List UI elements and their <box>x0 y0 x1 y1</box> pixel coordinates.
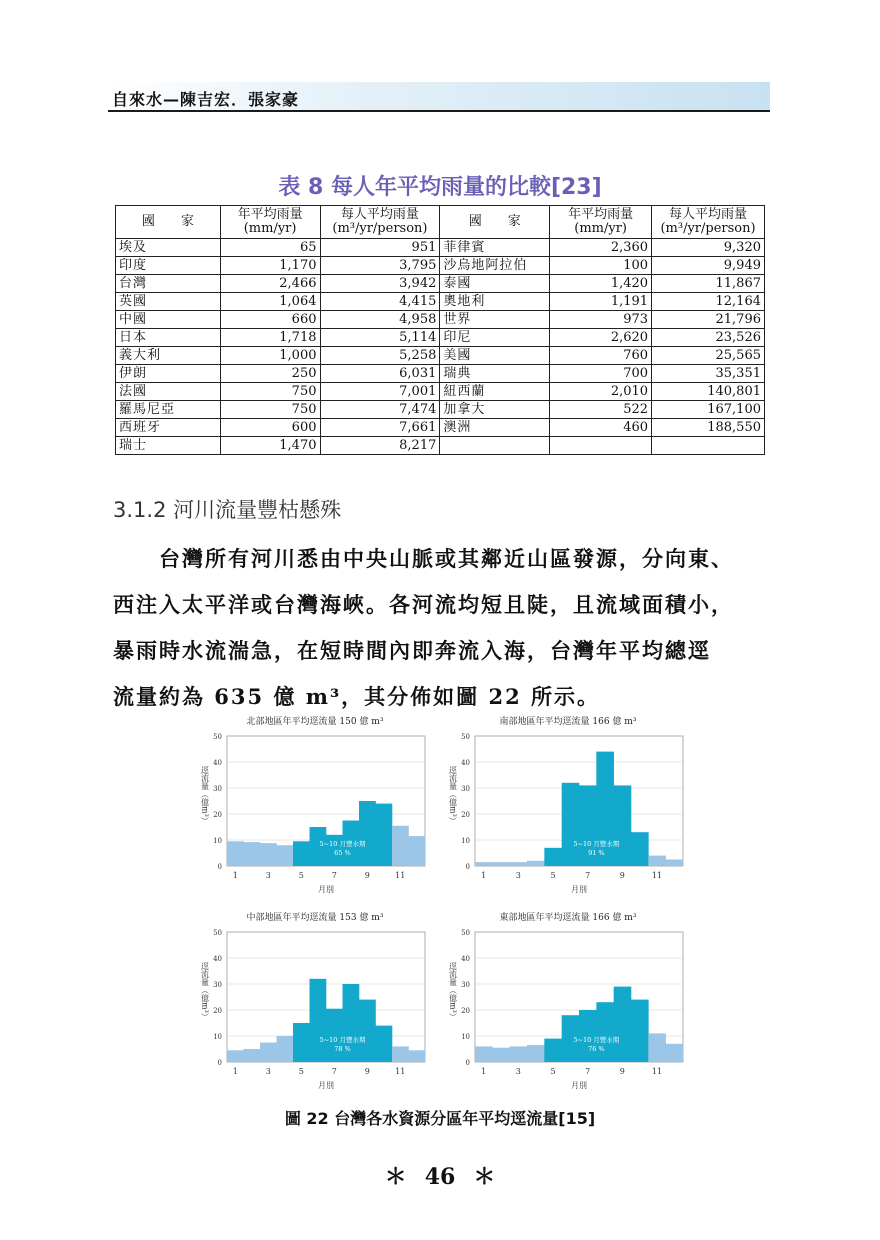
chart-south-svg <box>443 712 693 907</box>
bar-month-10 <box>376 1026 393 1062</box>
annotation-percent: 78 % <box>334 1045 351 1053</box>
table-header-cell: 年平均雨量 (mm/yr) <box>550 206 652 239</box>
y-tick-label: 10 <box>461 837 470 845</box>
table-cell: 美國 <box>440 347 550 365</box>
bar-month-9 <box>614 987 632 1062</box>
bar-month-11 <box>392 1046 409 1062</box>
table-cell: 菲律賓 <box>440 239 550 257</box>
table-cell: 伊朗 <box>116 365 221 383</box>
annotation-percent: 91 % <box>588 849 605 857</box>
bar-month-5 <box>544 1039 562 1062</box>
table-cell: 台灣 <box>116 275 221 293</box>
y-tick-label: 30 <box>213 785 222 793</box>
table-header-row <box>116 206 765 239</box>
table-cell: 4,958 <box>320 311 440 329</box>
x-tick-label: 11 <box>651 1067 663 1076</box>
table-cell: 泰國 <box>440 275 550 293</box>
bar-month-5 <box>293 841 310 866</box>
table-cell: 2,010 <box>550 383 652 401</box>
chart-north-svg <box>195 712 435 907</box>
x-tick-label: 11 <box>395 871 406 880</box>
table-row <box>116 311 765 329</box>
y-tick-label: 30 <box>461 785 470 793</box>
table-header-cell: 年平均雨量 (mm/yr) <box>220 206 320 239</box>
bar-month-11 <box>648 856 666 866</box>
table-header-cell: 每人平均雨量 (m³/yr/person) <box>320 206 440 239</box>
x-axis-label: 月別 <box>571 885 587 894</box>
page-number <box>0 1160 880 1191</box>
y-axis-label: 逕流量（億m³） <box>200 962 210 1021</box>
y-tick-label: 50 <box>213 929 222 937</box>
table-cell: 1,000 <box>220 347 320 365</box>
chart-south <box>443 712 693 907</box>
table-cell: 250 <box>220 365 320 383</box>
bar-month-1 <box>227 1050 244 1062</box>
table-cell: 951 <box>320 239 440 257</box>
table-row <box>116 401 765 419</box>
y-tick-label: 20 <box>461 1007 470 1015</box>
x-tick-label: 5 <box>298 871 304 880</box>
page-star-right: ＊ <box>473 1164 496 1190</box>
x-tick-label: 5 <box>550 1067 556 1076</box>
bar-month-11 <box>392 826 409 866</box>
table-cell: 英國 <box>116 293 221 311</box>
annotation-label: 5~10 月豐水期 <box>573 840 620 848</box>
x-tick-label: 1 <box>232 1067 238 1076</box>
table-cell: 100 <box>550 257 652 275</box>
x-tick-label: 5 <box>550 871 556 880</box>
x-axis-label: 月別 <box>318 885 334 894</box>
table-cell: 瑞典 <box>440 365 550 383</box>
table-cell: 法國 <box>116 383 221 401</box>
page-number-value: 46 <box>424 1164 456 1190</box>
x-tick-label: 3 <box>265 1067 271 1076</box>
table-caption: 表 8 每人年平均雨量的比較[23] <box>278 175 602 200</box>
bar-month-6 <box>562 783 580 866</box>
y-axis-label: 逕流量（億m³） <box>448 962 458 1021</box>
x-tick-label: 9 <box>619 871 625 880</box>
bar-month-5 <box>544 848 562 866</box>
chart-title: 中部地區年平均逕流量 153 億 m³ <box>246 913 384 923</box>
table-header-cell: 國 家 <box>116 206 221 239</box>
table-row <box>116 329 765 347</box>
bar-month-1 <box>475 1046 493 1062</box>
table-cell: 460 <box>550 419 652 437</box>
x-tick-label: 11 <box>395 1067 406 1076</box>
paragraph-line: 西注入太平洋或台灣海峽。各河流均短且陡，且流域面積小， <box>113 592 734 617</box>
table-cell: 5,114 <box>320 329 440 347</box>
bar-month-2 <box>492 1048 510 1062</box>
page-star-left: ＊ <box>384 1164 407 1190</box>
table-cell: 750 <box>220 383 320 401</box>
table-cell: 6,031 <box>320 365 440 383</box>
bar-month-12 <box>666 860 684 867</box>
y-tick-label: 30 <box>461 981 470 989</box>
table-cell: 11,867 <box>652 275 765 293</box>
bar-month-4 <box>527 1045 545 1062</box>
bar-month-10 <box>631 832 649 866</box>
chart-title: 北部地區年平均逕流量 150 億 m³ <box>246 717 384 727</box>
table-cell: 2,620 <box>550 329 652 347</box>
x-tick-label: 11 <box>651 871 663 880</box>
table-cell: 522 <box>550 401 652 419</box>
header-title: 自來水—陳吉宏．張家豪 <box>112 90 300 109</box>
table-cell <box>550 437 652 455</box>
bar-month-4 <box>527 861 545 866</box>
table-cell: 中國 <box>116 311 221 329</box>
x-tick-label: 9 <box>364 1067 370 1076</box>
annotation-label: 5~10 月豐水期 <box>319 1036 366 1044</box>
table-cell: 7,474 <box>320 401 440 419</box>
table-cell: 1,170 <box>220 257 320 275</box>
y-tick-label: 50 <box>461 733 470 741</box>
table-cell: 西班牙 <box>116 419 221 437</box>
x-tick-label: 3 <box>515 871 521 880</box>
annotation-label: 5~10 月豐水期 <box>573 1036 620 1044</box>
bar-month-9 <box>359 801 376 866</box>
annotation-percent: 76 % <box>588 1045 605 1053</box>
bar-month-12 <box>409 1050 426 1062</box>
chart-east-svg <box>443 908 693 1103</box>
table-cell: 35,351 <box>652 365 765 383</box>
bar-month-3 <box>510 862 528 866</box>
table-cell: 印度 <box>116 257 221 275</box>
bar-month-4 <box>277 1036 294 1062</box>
body-paragraph <box>113 536 773 720</box>
x-tick-label: 7 <box>585 871 591 880</box>
table-cell: 沙烏地阿拉伯 <box>440 257 550 275</box>
y-tick-label: 20 <box>213 1007 222 1015</box>
bar-month-4 <box>277 845 294 866</box>
bar-month-3 <box>260 1043 277 1063</box>
table-cell: 7,001 <box>320 383 440 401</box>
table-cell: 8,217 <box>320 437 440 455</box>
table-cell: 600 <box>220 419 320 437</box>
bar-month-2 <box>492 862 510 866</box>
table-cell: 2,466 <box>220 275 320 293</box>
y-tick-label: 20 <box>461 811 470 819</box>
table-cell: 4,415 <box>320 293 440 311</box>
table-cell: 188,550 <box>652 419 765 437</box>
x-tick-label: 5 <box>298 1067 304 1076</box>
table-cell: 5,258 <box>320 347 440 365</box>
table-cell: 65 <box>220 239 320 257</box>
table-cell: 660 <box>220 311 320 329</box>
table-row <box>116 257 765 275</box>
y-tick-label: 40 <box>461 955 470 963</box>
table-cell: 1,064 <box>220 293 320 311</box>
table-cell: 167,100 <box>652 401 765 419</box>
x-tick-label: 9 <box>619 1067 625 1076</box>
table-cell: 2,360 <box>550 239 652 257</box>
table-cell: 1,191 <box>550 293 652 311</box>
table-cell: 12,164 <box>652 293 765 311</box>
y-tick-label: 10 <box>213 837 222 845</box>
table-cell: 23,526 <box>652 329 765 347</box>
table-cell: 750 <box>220 401 320 419</box>
table-cell: 21,796 <box>652 311 765 329</box>
table-cell: 瑞士 <box>116 437 221 455</box>
y-axis-label: 逕流量（億m³） <box>200 766 210 825</box>
rainfall-comparison-table <box>115 205 765 455</box>
bar-month-2 <box>244 842 261 866</box>
table-cell: 奧地利 <box>440 293 550 311</box>
y-tick-label: 10 <box>213 1033 222 1041</box>
table-cell: 羅馬尼亞 <box>116 401 221 419</box>
table-cell: 1,718 <box>220 329 320 347</box>
bar-month-5 <box>293 1023 310 1062</box>
bar-month-12 <box>666 1044 684 1062</box>
chart-north <box>195 712 435 907</box>
x-tick-label: 3 <box>265 871 271 880</box>
table-row <box>116 437 765 455</box>
bar-month-9 <box>359 1000 376 1062</box>
y-tick-label: 40 <box>213 955 222 963</box>
table-row <box>116 293 765 311</box>
table-cell: 加拿大 <box>440 401 550 419</box>
x-tick-label: 7 <box>585 1067 591 1076</box>
y-tick-label: 0 <box>465 1059 470 1067</box>
x-axis-label: 月別 <box>571 1081 587 1090</box>
bar-month-10 <box>631 1000 649 1062</box>
table-cell: 3,795 <box>320 257 440 275</box>
table-row <box>116 419 765 437</box>
table-cell: 760 <box>550 347 652 365</box>
table-cell: 9,320 <box>652 239 765 257</box>
bar-month-12 <box>409 836 426 866</box>
x-tick-label: 7 <box>331 1067 337 1076</box>
table-cell: 紐西蘭 <box>440 383 550 401</box>
paragraph-line: 暴雨時水流湍急，在短時間內即奔流入海，台灣年平均總逕 <box>113 638 711 663</box>
bar-month-1 <box>475 862 493 866</box>
table-cell <box>652 437 765 455</box>
chart-central-svg <box>195 908 435 1103</box>
bar-month-1 <box>227 841 244 866</box>
x-axis-label: 月別 <box>318 1081 334 1090</box>
y-tick-label: 40 <box>213 759 222 767</box>
table-cell: 700 <box>550 365 652 383</box>
table-cell: 澳洲 <box>440 419 550 437</box>
y-tick-label: 10 <box>461 1033 470 1041</box>
table-cell: 140,801 <box>652 383 765 401</box>
table-row <box>116 383 765 401</box>
x-tick-label: 1 <box>232 871 238 880</box>
bar-month-6 <box>310 979 327 1062</box>
table-row <box>116 347 765 365</box>
y-tick-label: 30 <box>213 981 222 989</box>
x-tick-label: 1 <box>481 1067 487 1076</box>
table-cell: 1,420 <box>550 275 652 293</box>
table-cell: 973 <box>550 311 652 329</box>
paragraph-line: 流量約為 635 億 m³，其分佈如圖 22 所示。 <box>113 684 601 709</box>
y-tick-label: 50 <box>461 929 470 937</box>
bar-month-3 <box>260 843 277 866</box>
figure-caption: 圖 22 台灣各水資源分區年平均逕流量[15] <box>284 1109 596 1128</box>
section-title: 3.1.2 河川流量豐枯懸殊 <box>113 498 342 522</box>
table-cell: 3,942 <box>320 275 440 293</box>
table-cell: 7,661 <box>320 419 440 437</box>
table-cell: 印尼 <box>440 329 550 347</box>
table-cell: 義大利 <box>116 347 221 365</box>
y-axis-label: 逕流量（億m³） <box>448 766 458 825</box>
y-tick-label: 50 <box>213 733 222 741</box>
running-header <box>108 82 770 112</box>
y-tick-label: 20 <box>213 811 222 819</box>
table-row <box>116 365 765 383</box>
y-tick-label: 0 <box>217 863 222 871</box>
table-row <box>116 239 765 257</box>
annotation-label: 5~10 月豐水期 <box>319 840 366 848</box>
table-cell: 世界 <box>440 311 550 329</box>
y-tick-label: 40 <box>461 759 470 767</box>
x-tick-label: 1 <box>481 871 487 880</box>
bar-month-8 <box>596 1002 614 1062</box>
y-tick-label: 0 <box>465 863 470 871</box>
table-header-cell: 每人平均雨量 (m³/yr/person) <box>652 206 765 239</box>
table-row <box>116 275 765 293</box>
table-header-cell: 國 家 <box>440 206 550 239</box>
paragraph-line: 台灣所有河川悉由中央山脈或其鄰近山區發源，分向東、 <box>159 546 734 571</box>
chart-title: 東部地區年平均逕流量 166 億 m³ <box>499 913 637 923</box>
x-tick-label: 7 <box>331 871 337 880</box>
bar-month-9 <box>614 785 632 866</box>
table-cell: 埃及 <box>116 239 221 257</box>
chart-central <box>195 908 435 1103</box>
table-cell: 25,565 <box>652 347 765 365</box>
x-tick-label: 9 <box>364 871 370 880</box>
bar-month-10 <box>376 804 393 866</box>
bar-month-2 <box>244 1049 261 1062</box>
table-cell <box>440 437 550 455</box>
table-cell: 9,949 <box>652 257 765 275</box>
table-cell: 1,470 <box>220 437 320 455</box>
bar-month-11 <box>648 1033 666 1062</box>
y-tick-label: 0 <box>217 1059 222 1067</box>
bar-month-3 <box>510 1046 528 1062</box>
annotation-percent: 65 % <box>334 849 351 857</box>
chart-east <box>443 908 693 1103</box>
chart-title: 南部地區年平均逕流量 166 億 m³ <box>499 717 637 727</box>
x-tick-label: 3 <box>515 1067 521 1076</box>
table-cell: 日本 <box>116 329 221 347</box>
